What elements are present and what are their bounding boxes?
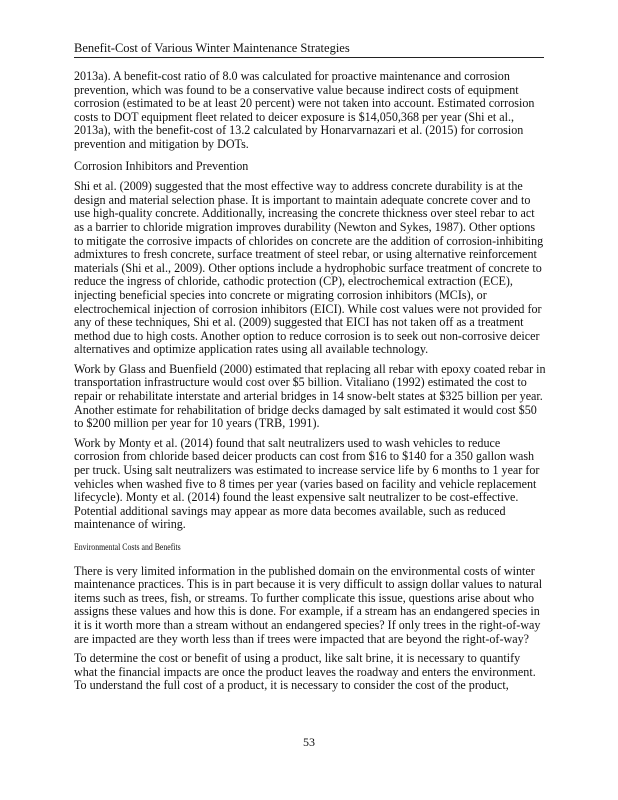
paragraph-product-cost: To determine the cost or benefit of using a product, like salt brine, it is necessary to quantify what the financial impacts are once the product leaves the roadway and enters the environment. To understand the full cost of a product, it is necessary to consider the cost of the product,: [74, 651, 536, 693]
page-number: 53: [303, 735, 315, 749]
running-header: Benefit-Cost of Various Winter Maintenance Strategies: [74, 41, 544, 58]
paragraph-bcr: 2013a). A benefit-cost ratio of 8.0 was calculated for proactive maintenance and corrosion prevention, which was found to be a conservative value because indirect costs of equipment corrosion (estimated to be at least 20 percent) were not taken into account. Estimated corrosion costs to DOT equipment fleet related to deicer exposure is $14,050,368 per year (Shi et al., 2013a), with the benefit-cost of 13.2 calculated by Honarvarnazari et al. (2015) for corrosion prevention and mitigation by DOTs.: [74, 69, 535, 151]
section-heading-environmental: Environmental Costs and Benefits: [74, 543, 181, 553]
paragraph-concrete-durability: Shi et al. (2009) suggested that the most effective way to address concrete durability is at the design and material selection phase. It is important to maintain adequate concrete cover and to use high-quality concrete. Additionally, increasing the concrete thickness over steel rebar to act as a barrier to chloride migration improves durability (Newton and Sykes, 1987). Other options to mitigate the corrosive impacts of chlorides on concrete are the addition of corrosion-inhibiting admixtures to fresh concrete, surface treatment of steel rebar, or using alternative reinforcement materials (Shi et al., 2009). Other options include a hydrophobic surface treatment of concrete to reduce the ingress of chloride, cathodic protection (CP), electrochemical extraction (ECE), injecting beneficial species into concrete or migrating corrosion inhibitors (MCIs), or electrochemical injection of corrosion inhibitors (EICI). While cost values were not provided for any of these techniques, Shi et al. (2009) suggested that EICI has not taken off as a treatment method due to high costs. Another option to reduce corrosion is to seek out non-corrosive deicer alternatives and optimize application rates using all available technology.: [74, 179, 544, 357]
body-content: [74, 70, 546, 699]
paragraph-rebar-costs: Work by Glass and Buenfield (2000) estimated that replacing all rebar with epoxy coated rebar in transportation infrastructure would cost over $5 billion. Vitaliano (1992) estimated the cost to repair or rehabilitate interstate and arterial bridges in 14 snow-belt states at $325 billion per year. Another estimate for rehabilitation of bridge decks damaged by salt estimated it would cost $50 to $200 million per year for 10 years (TRB, 1991).: [74, 361, 546, 431]
paragraph-salt-neutralizers: Work by Monty et al. (2014) found that salt neutralizers used to wash vehicles to reduce corrosion from chloride based deicer products can cost from $16 to $140 for a 350 gallon wash per truck. Using salt neutralizers was estimated to increase service life by 6 months to 1 year for vehicles when washed five to 8 times per year (varies based on facility and vehicle replacement lifecycle). Monty et al. (2014) found the least expensive salt neutralizer to be cost-effective. Potential additional savings may appear as more data becomes available, such as reduced maintenance of wiring.: [74, 435, 540, 532]
paragraph-environmental-info: There is very limited information in the published domain on the environmental costs of winter maintenance practices. This is in part because it is very difficult to assign dollar values to natural items such as trees, fish, or streams. To further complicate this issue, questions arise about who assigns these values and how this is done. For example, if a stream has an endangered species in it is it worth more than a stream without an endangered species? If only trees in the right-of-way are impacted are they worth less than if trees were impacted that are beyond the right-of-way?: [74, 563, 543, 646]
section-heading-corrosion: Corrosion Inhibitors and Prevention: [74, 158, 249, 173]
